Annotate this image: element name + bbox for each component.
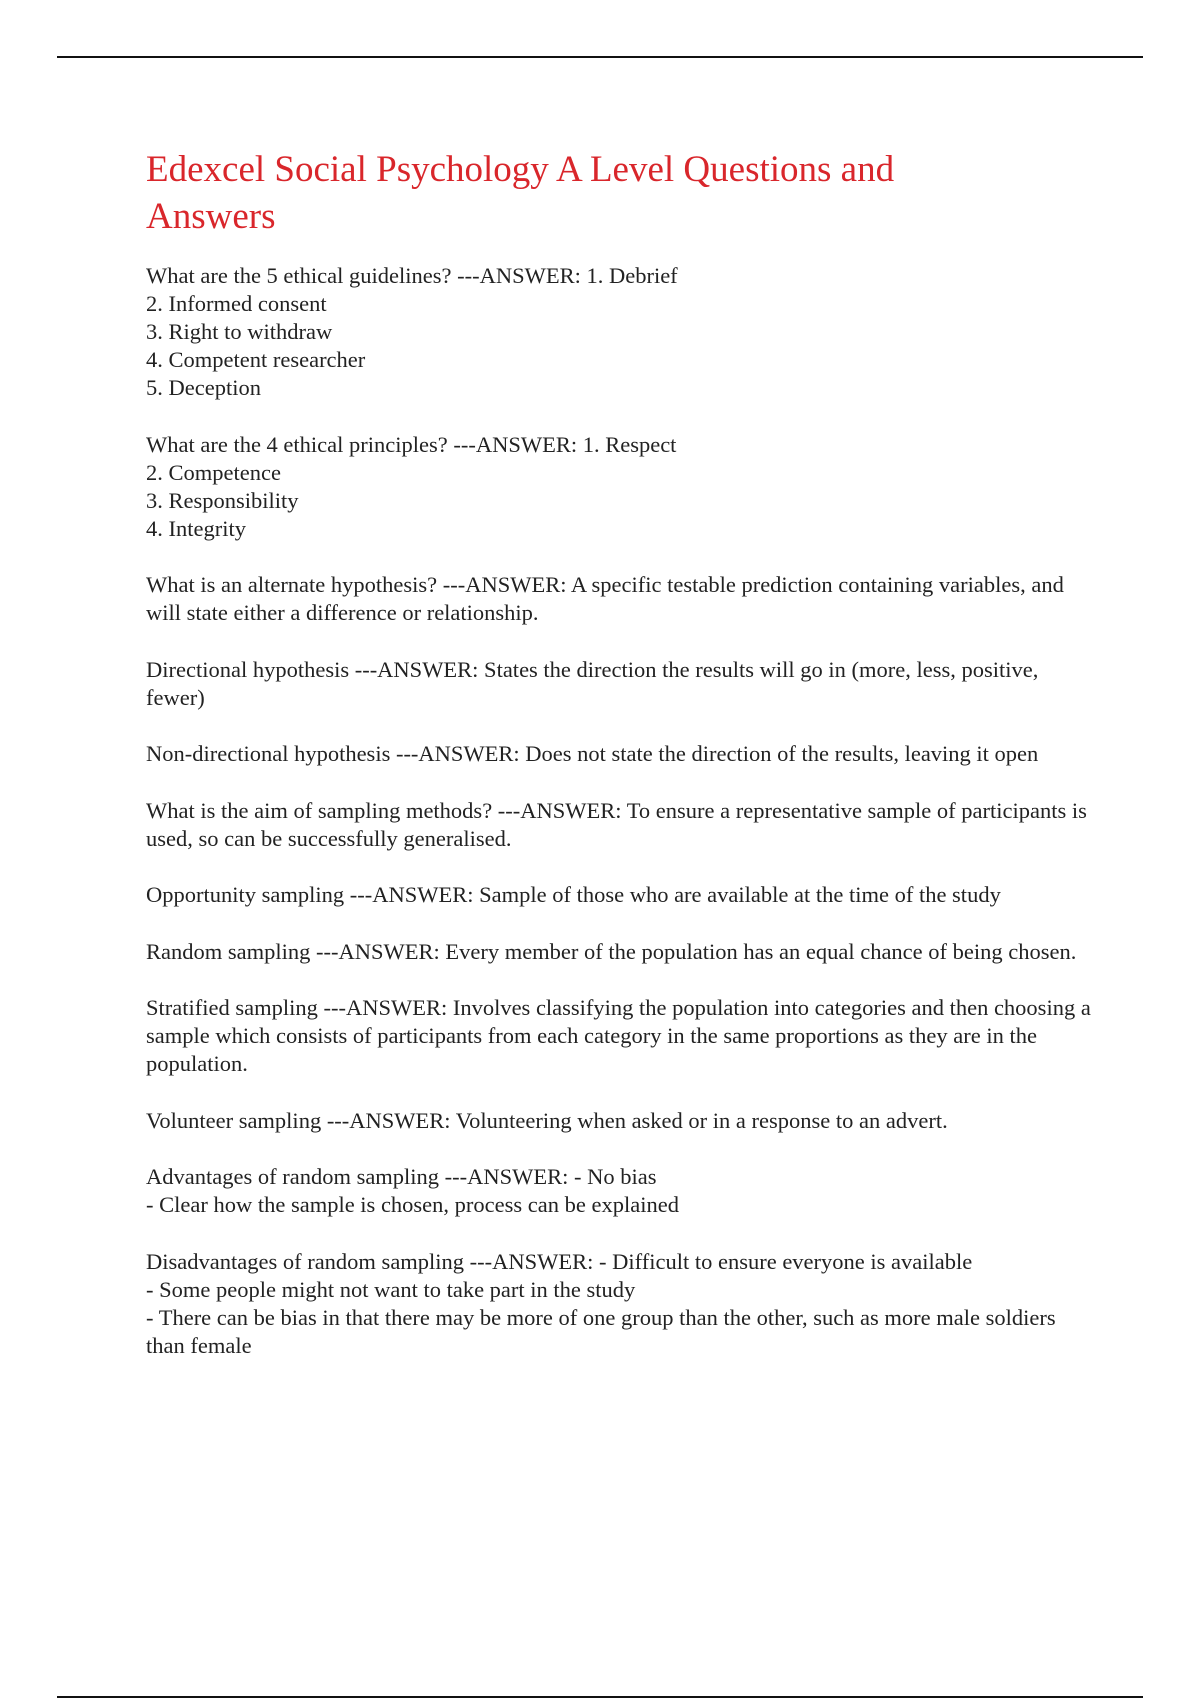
document-title: Edexcel Social Psychology A Level Questions and Answers: [146, 149, 895, 237]
footer-rule: [57, 1696, 1143, 1698]
qa-item-directional-hypothesis: Directional hypothesis ---ANSWER: States the direction the results will go in (more, less, positive, fewer): [146, 656, 1039, 710]
document-page: [146, 146, 1096, 1388]
qa-item-random-sampling: Random sampling ---ANSWER: Every member of the population has an equal chance of being chosen.: [146, 938, 1077, 964]
qa-item-stratified-sampling: Stratified sampling ---ANSWER: Involves classifying the population into categories and then choosing a sample which consists of participants from each category in the same proportions as they are in the population.: [146, 995, 1091, 1076]
qa-item-non-directional-hypothesis: Non-directional hypothesis ---ANSWER: Does not state the direction of the results, leaving it open: [146, 741, 1039, 766]
qa-item-opportunity-sampling: Opportunity sampling ---ANSWER: Sample of those who are available at the time of the study: [146, 882, 1001, 907]
qa-item-ethical-guidelines: What are the 5 ethical guidelines? ---ANSWER: 1. Debrief 2. Informed consent 3. Right to withdraw 4. Competent researcher 5. Deception: [146, 263, 678, 400]
qa-item-sampling-aim: What is the aim of sampling methods? ---ANSWER: To ensure a representative sample of participants is used, so can be successfully generalised.: [146, 797, 1087, 851]
qa-item-volunteer-sampling: Volunteer sampling ---ANSWER: Volunteering when asked or in a response to an advert.: [146, 1107, 948, 1133]
qa-list: [146, 262, 1096, 1360]
qa-item-random-sampling-advantages: Advantages of random sampling ---ANSWER: - No bias - Clear how the sample is chosen, process can be explained: [146, 1164, 679, 1217]
qa-item-random-sampling-disadvantages: Disadvantages of random sampling ---ANSWER: - Difficult to ensure everyone is available - Some people might not want to take part in the study - There can be bias in that there may be more of one group than the other, such as more male soldiers than female: [146, 1248, 1056, 1358]
header-rule: [57, 56, 1143, 58]
qa-item-ethical-principles: What are the 4 ethical principles? ---ANSWER: 1. Respect 2. Competence 3. Responsibility 4. Integrity: [146, 431, 677, 541]
qa-item-alternate-hypothesis: What is an alternate hypothesis? ---ANSWER: A specific testable prediction containing variables, and will state either a difference or relationship.: [146, 572, 1064, 625]
